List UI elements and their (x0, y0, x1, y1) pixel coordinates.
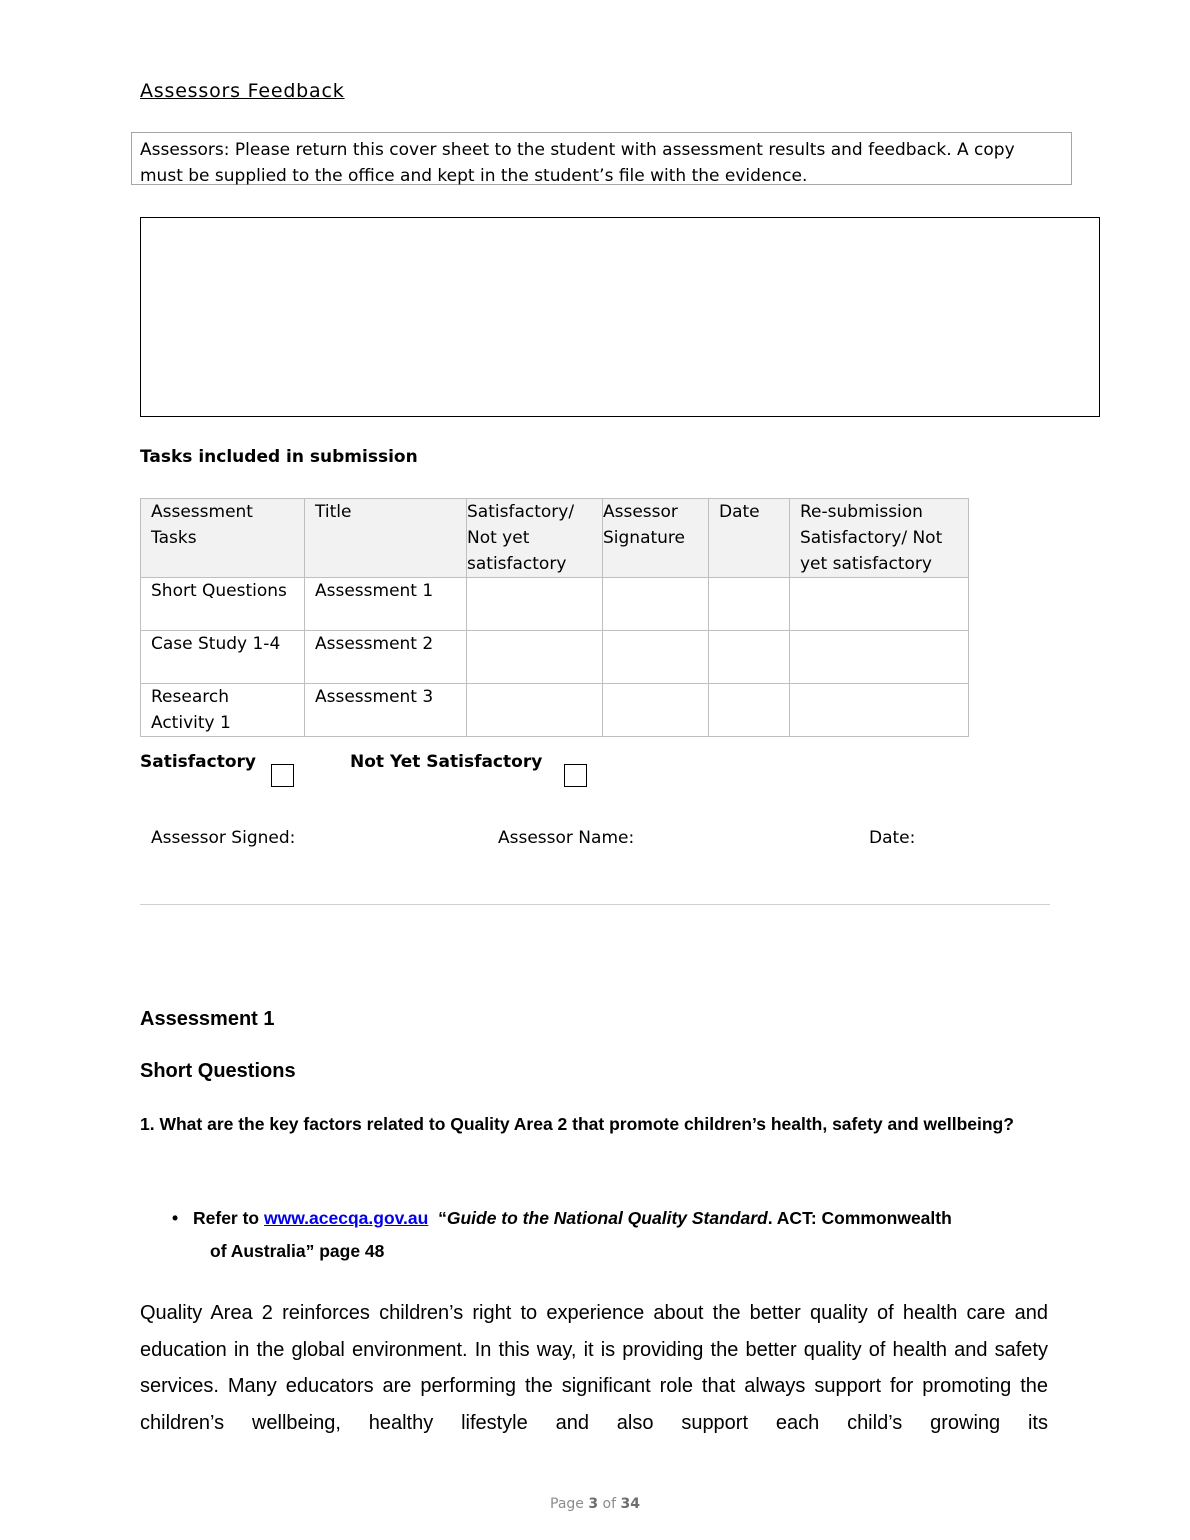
signature-cell[interactable] (603, 684, 709, 737)
title-cell: Assessment 1 (305, 578, 467, 631)
not-yet-satisfactory-label: Not Yet Satisfactory (350, 752, 543, 772)
reference-line-1: • Refer to www.acecqa.gov.au “Guide to the National Quality Standard. ACT: Commonwealth (172, 1202, 1050, 1235)
table-row (141, 631, 969, 684)
satisfactory-cell[interactable] (467, 578, 603, 631)
section-title: Short Questions (140, 1060, 296, 1082)
header-title: Title (305, 499, 467, 578)
date-label: Date: (869, 828, 916, 848)
title-cell: Assessment 2 (305, 631, 467, 684)
header-satisfactory: Satisfactory/ Not yet satisfactory (467, 499, 603, 578)
satisfactory-cell[interactable] (467, 631, 603, 684)
assessor-name-label: Assessor Name: (498, 828, 635, 848)
current-page: 3 (588, 1496, 599, 1512)
not-yet-satisfactory-checkbox[interactable] (564, 764, 587, 787)
table-row (141, 684, 969, 737)
date-cell[interactable] (709, 631, 790, 684)
resubmission-cell[interactable] (790, 631, 969, 684)
tasks-heading: Tasks included in submission (140, 447, 418, 467)
header-resubmission: Re-submission Satisfactory/ Not yet satisfactory (790, 499, 969, 578)
page-footer: Page 3 of 34 (550, 1496, 640, 1512)
assessment-title: Assessment 1 (140, 1008, 275, 1030)
reference-bullet (172, 1202, 1050, 1268)
question-text: 1. What are the key factors related to Quality Area 2 that promote children’s health, safety and wellbeing? (140, 1114, 1014, 1134)
task-cell: Case Study 1-4 (141, 631, 305, 684)
table-header-row (141, 499, 969, 578)
task-cell: Research Activity 1 (141, 684, 305, 737)
signature-cell[interactable] (603, 578, 709, 631)
assessors-feedback-heading: Assessors Feedback (140, 80, 345, 102)
signature-cell[interactable] (603, 631, 709, 684)
satisfactory-label: Satisfactory (140, 752, 257, 772)
header-date: Date (709, 499, 790, 578)
date-cell[interactable] (709, 684, 790, 737)
header-assessor-signature: Assessor Signature (603, 499, 709, 578)
reference-line-2: of Australia” page 48 (210, 1241, 385, 1261)
acecqa-link[interactable]: www.acecqa.gov.au (263, 1208, 429, 1228)
feedback-text-area[interactable] (140, 217, 1100, 417)
task-cell: Short Questions (141, 578, 305, 631)
total-pages: 34 (620, 1496, 640, 1512)
satisfactory-checkbox[interactable] (271, 764, 294, 787)
resubmission-cell[interactable] (790, 578, 969, 631)
resubmission-cell[interactable] (790, 684, 969, 737)
answer-paragraph: Quality Area 2 reinforces children’s right to experience about the better quality of health care and education in the global environment. In this way, it is providing the better quality of health and safety services. Many educators are performing the significant role that always support for promoting the children’s wellbeing, healthy lifestyle and also support each child’s growing its (140, 1302, 1048, 1435)
table-row (141, 578, 969, 631)
tasks-table (140, 498, 969, 737)
assessor-signed-label: Assessor Signed: (151, 828, 296, 848)
section-divider (140, 904, 1050, 905)
satisfactory-cell[interactable] (467, 684, 603, 737)
header-assessment-tasks: Assessment Tasks (141, 499, 305, 578)
date-cell[interactable] (709, 578, 790, 631)
instruction-box: Assessors: Please return this cover sheet to the student with assessment results and feedback. A copy must be supplied to the office and kept in the student’s file with the evidence. (131, 132, 1072, 185)
title-cell: Assessment 3 (305, 684, 467, 737)
bullet-icon: • (172, 1208, 179, 1228)
